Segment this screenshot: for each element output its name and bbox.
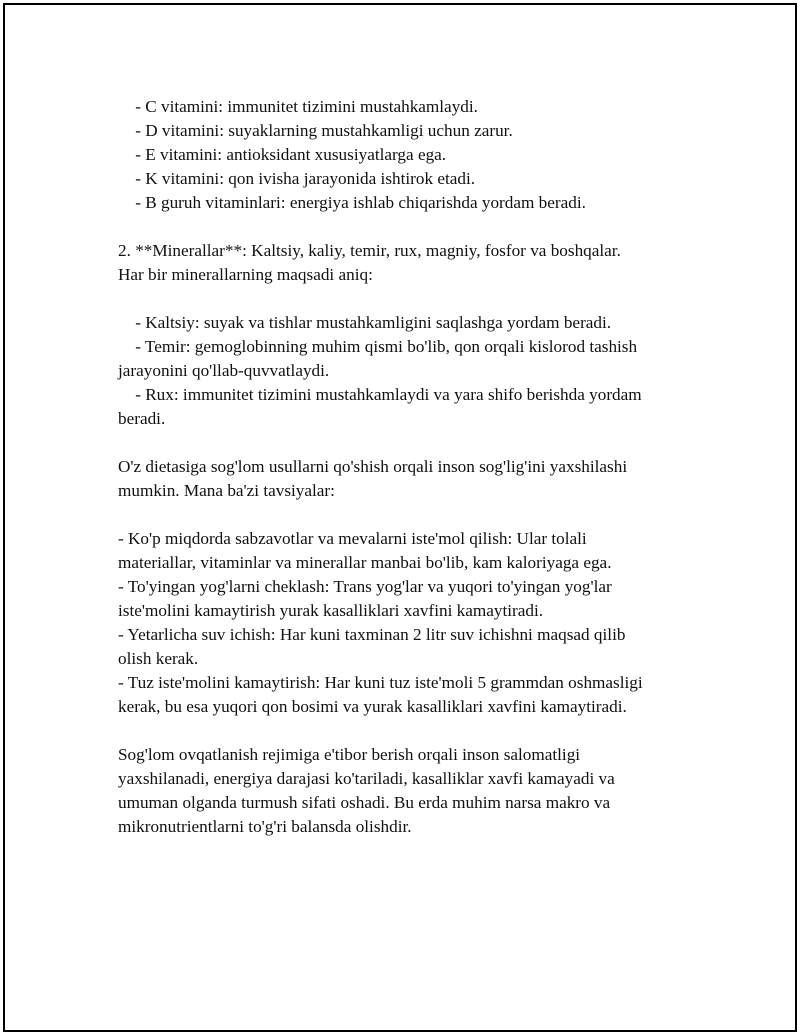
paragraph-gap <box>118 287 698 311</box>
paragraph-gap <box>118 215 698 239</box>
vitamin-b-item: - B guruh vitaminlari: energiya ishlab chiqarishda yordam beradi. <box>118 193 586 212</box>
vitamin-d-item: - D vitamini: suyaklarning mustahkamligi uchun zarur. <box>118 121 513 140</box>
document-body <box>118 95 698 839</box>
vitamin-c-item: - C vitamini: immunitet tizimini mustahkamlaydi. <box>118 97 478 116</box>
recommendation-vegetables: - Ko'p miqdorda sabzavotlar va mevalarni iste'mol qilish: Ular tolali <box>118 529 587 548</box>
minerals-heading: 2. **Minerallar**: Kaltsiy, kaliy, temir, rux, magniy, fosfor va boshqalar. <box>118 241 621 260</box>
iron-item-continued: jarayonini qo'llab-quvvatlaydi. <box>118 361 330 380</box>
conclusion-paragraph-line-3: umuman olganda turmush sifati oshadi. Bu erda muhim narsa makro va <box>118 793 611 812</box>
vitamin-e-item: - E vitamini: antioksidant xususiyatlarga ega. <box>118 145 447 164</box>
conclusion-paragraph-line-4: mikronutrientlarni to'g'ri balansda olishdir. <box>118 817 412 836</box>
recommendation-vegetables-continued: materiallar, vitaminlar va minerallar manbai bo'lib, kam kaloriyaga ega. <box>118 553 612 572</box>
zinc-item-continued: beradi. <box>118 409 166 428</box>
recommendation-water: - Yetarlicha suv ichish: Har kuni taxminan 2 litr suv ichishni maqsad qilib <box>118 625 626 644</box>
zinc-item: - Rux: immunitet tizimini mustahkamlaydi va yara shifo berishda yordam <box>118 385 642 404</box>
paragraph-gap <box>118 719 698 743</box>
conclusion-paragraph: Sog'lom ovqatlanish rejimiga e'tibor berish orqali inson salomatligi <box>118 745 581 764</box>
vitamin-k-item: - K vitamini: qon ivisha jarayonida ishtirok etadi. <box>118 169 476 188</box>
recommendation-fats: - To'yingan yog'larni cheklash: Trans yog'lar va yuqori to'yingan yog'lar <box>118 577 612 596</box>
recommendation-salt-continued: kerak, bu esa yuqori qon bosimi va yurak kasalliklari xavfini kamaytiradi. <box>118 697 627 716</box>
conclusion-paragraph-line-2: yaxshilanadi, energiya darajasi ko'tariladi, kasalliklar xavfi kamayadi va <box>118 769 615 788</box>
iron-item: - Temir: gemoglobinning muhim qismi bo'lib, qon orqali kislorod tashish <box>118 337 638 356</box>
minerals-intro: Har bir minerallarning maqsadi aniq: <box>118 265 373 284</box>
recommendation-water-continued: olish kerak. <box>118 649 199 668</box>
calcium-item: - Kaltsiy: suyak va tishlar mustahkamligini saqlashga yordam beradi. <box>118 313 612 332</box>
recommendation-fats-continued: iste'molini kamaytirish yurak kasalliklari xavfini kamaytiradi. <box>118 601 544 620</box>
diet-paragraph: O'z dietasiga sog'lom usullarni qo'shish orqali inson sog'lig'ini yaxshilashi <box>118 457 628 476</box>
recommendation-salt: - Tuz iste'molini kamaytirish: Har kuni tuz iste'moli 5 grammdan oshmasligi <box>118 673 643 692</box>
diet-paragraph-continued: mumkin. Mana ba'zi tavsiyalar: <box>118 481 335 500</box>
paragraph-gap <box>118 431 698 455</box>
paragraph-gap <box>118 503 698 527</box>
